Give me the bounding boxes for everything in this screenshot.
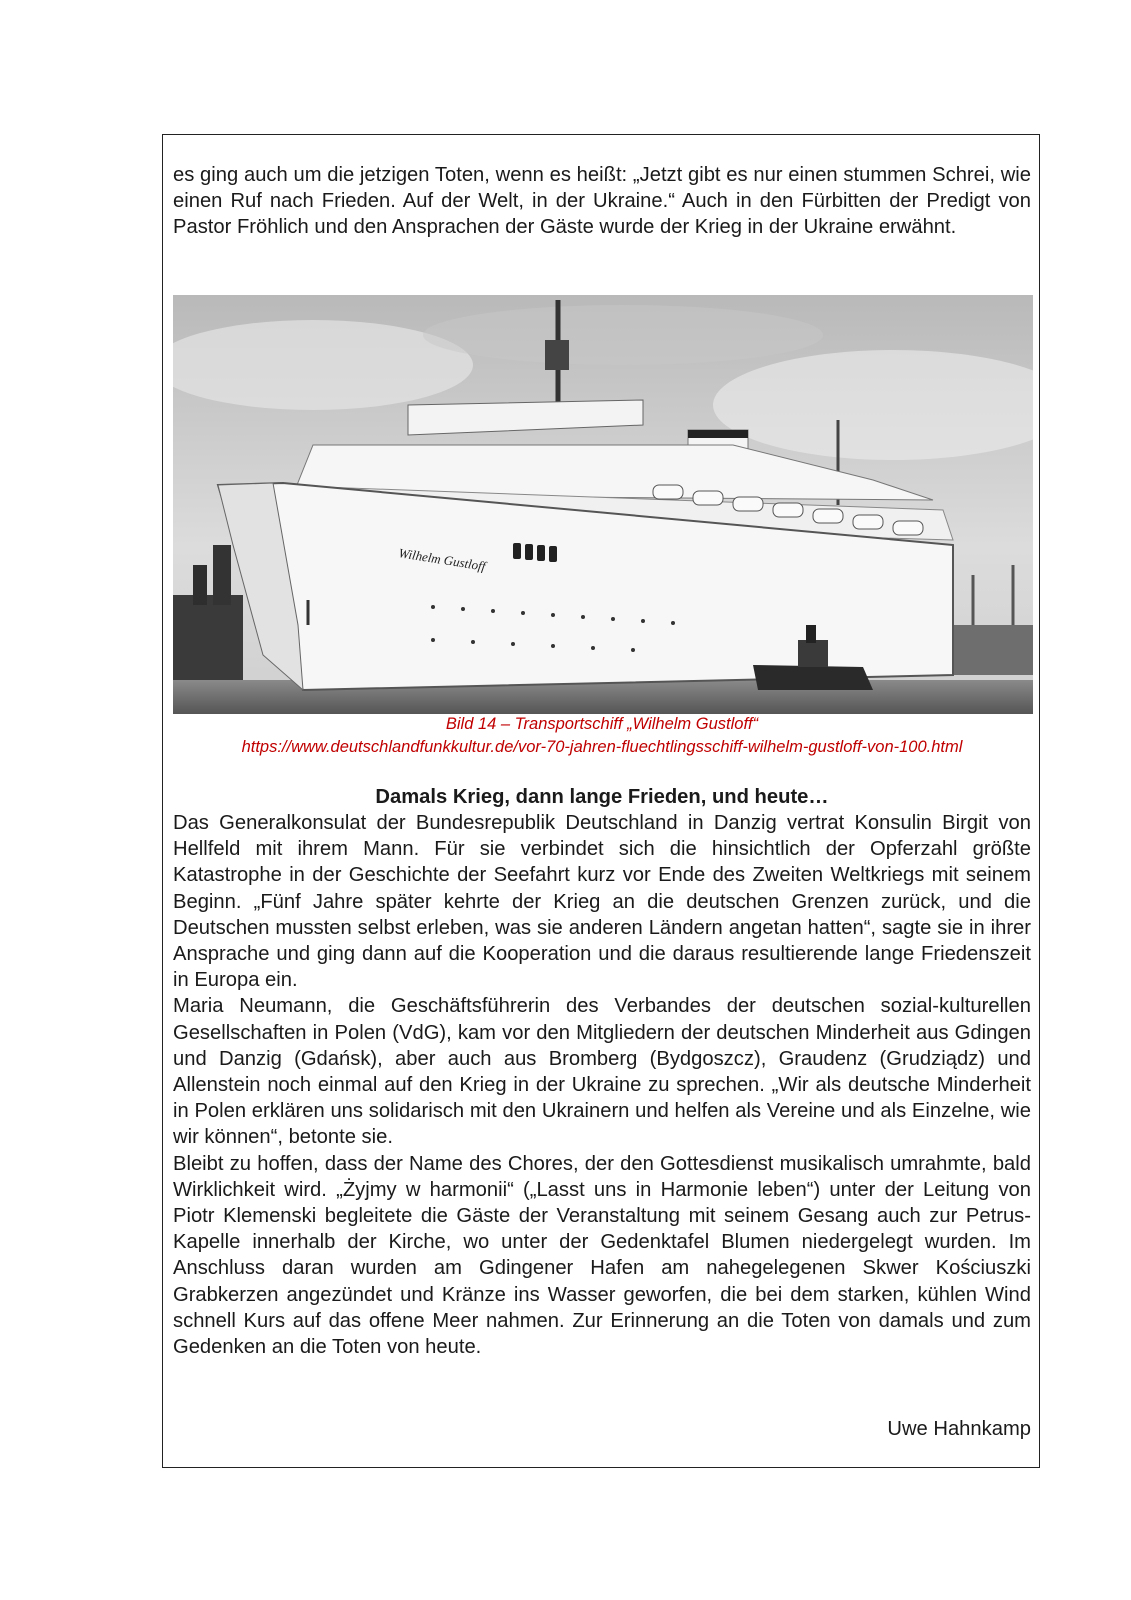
section-heading: Damals Krieg, dann lange Frieden, und heute…	[375, 786, 829, 808]
figure-source-link[interactable]: https://www.deutschlandfunkkultur.de/vor-70-jahren-fluechtlingsschiff-wilhelm-gustloff-von-100.html	[241, 738, 963, 756]
figure-caption: Bild 14 – Transportschiff „Wilhelm Gustloff“	[445, 715, 759, 733]
paragraph: Maria Neumann, die Geschäftsführerin des Verbandes der deutschen sozial-kulturellen Gesellschaften in Polen (VdG), kam vor den Mitgliedern der deutschen Minderheit aus Gdingen und Danzig (Gdańsk), aber auch aus Bromberg (Bydgoszcz), Graudenz (Grudziądz) und Allenstein noch einmal auf den Krieg in der Ukraine zu sprechen. „Wir als deutsche Minderheit in Polen erklären uns solidarisch mit den Ukrainern und helfen als Vereine und als Einzelne, wie wir können“, betonte sie.	[173, 995, 1031, 1149]
author-name: Uwe Hahnkamp	[887, 1418, 1031, 1440]
paragraph: Das Generalkonsulat der Bundesrepublik Deutschland in Danzig vertrat Konsulin Birgit von Hellfeld mit ihrem Mann. Für sie verbindet sich die hinsichtlich der Opferzahl größte Katastrophe in der Geschichte der Seefahrt kurz vor Ende des Zweiten Weltkriegs mit seinem Beginn. „Fünf Jahre später kehrte der Krieg an die deutschen Grenzen zurück, und die Deutschen mussten selbst erleben, was sie anderen Ländern angetan hatten“, sagte sie in ihrer Ansprache und ging dann auf die Kooperation und die daraus resultierende lange Friedenszeit in Europa ein.	[173, 812, 1031, 992]
intro-paragraph: es ging auch um die jetzigen Toten, wenn es heißt: „Jetzt gibt es nur einen stummen Schrei, wie einen Ruf nach Frieden. Auf der Welt, in der Ukraine.“ Auch in den Fürbitten der Predigt von Pastor Fröhlich und den Ansprachen der Gäste wurde der Krieg in der Ukraine erwähnt.	[173, 164, 1031, 239]
ship-photo	[173, 295, 1033, 714]
ship-name-label: Wilhelm Gustloff	[397, 545, 487, 574]
paragraph: Bleibt zu hoffen, dass der Name des Chores, der den Gottesdienst musikalisch umrahmte, bald Wirklichkeit wird. „Żyjmy w harmonii“ („Lasst uns in Harmonie leben“) unter der Leitung von Piotr Klemenski begleitete die Gäste der Veranstaltung mit seinem Gesang auch zur Petrus-Kapelle innerhalb der Kirche, wo unter der Gedenktafel Blumen niedergelegt wurden. Im Anschluss daran wurden am Gdingener Hafen am nahegelegenen Skwer Kościuszki Grabkerzen angezündet und Kränze ins Wasser geworfen, die bei dem starken, kühlen Wind schnell Kurs auf das offene Meer nahmen. Zur Erinnerung an die Toten von damals und zum Gedenken an die Toten von heute.	[173, 1152, 1031, 1359]
article-body	[173, 810, 1031, 1360]
